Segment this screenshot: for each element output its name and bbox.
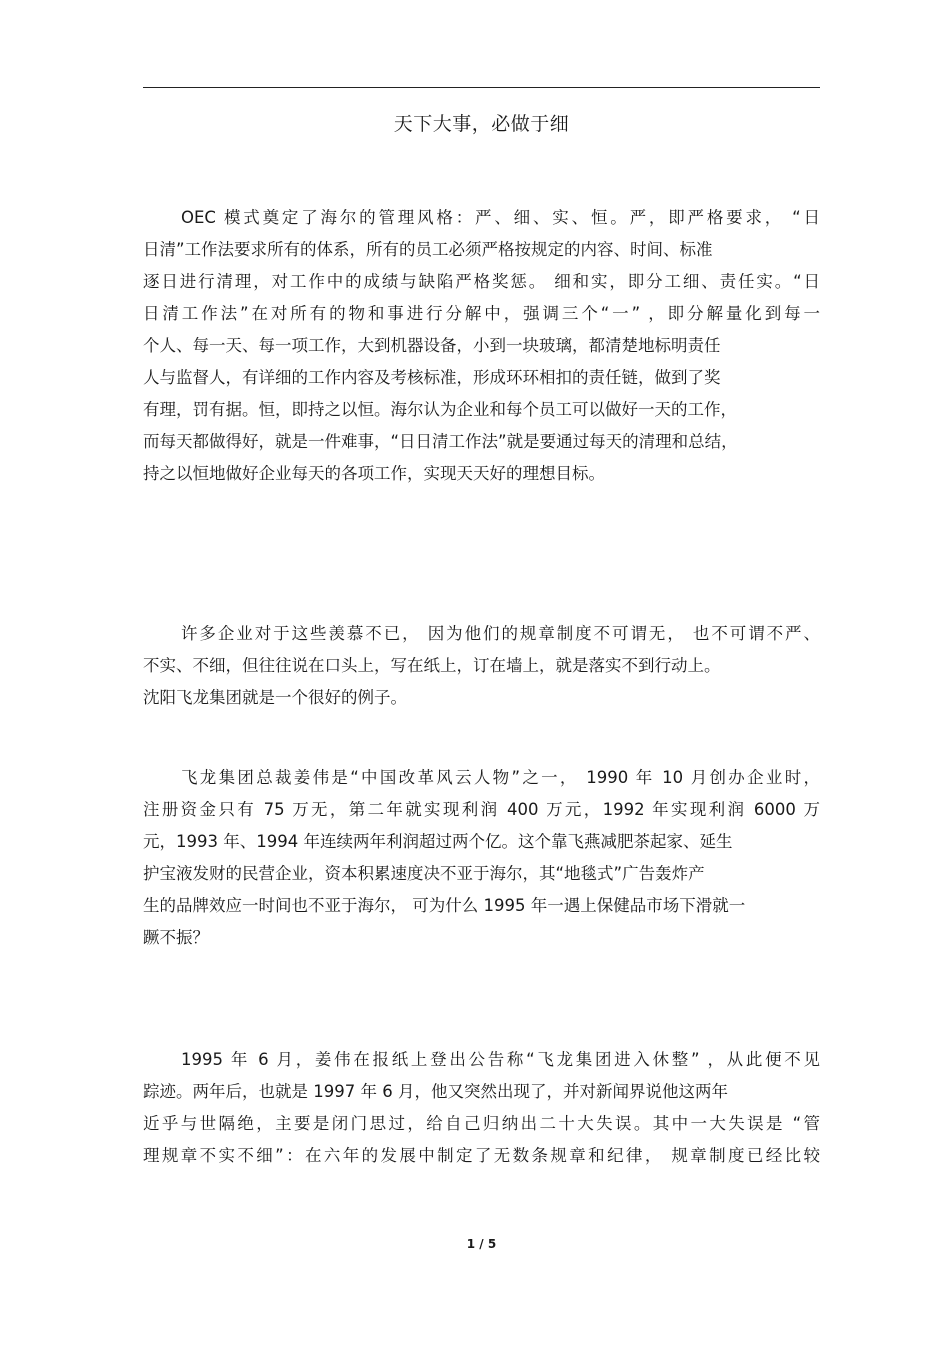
paragraph-2 — [143, 618, 820, 714]
paragraph-line: 持之以恒地做好企业每天的各项工作，实现天天好的理想目标。 — [143, 464, 605, 483]
paragraph-line: OEC 模式奠定了海尔的管理风格：严、细、实、恒。严，即严格要求， “日 — [181, 208, 820, 227]
paragraph-4 — [143, 1044, 820, 1172]
paragraph-line: 个人、每一天、每一项工作，大到机器设备，小到一块玻璃，都清楚地标明责任 — [143, 336, 721, 355]
paragraph-line: 踪迹。两年后，也就是 1997 年 6 月，他又突然出现了，并对新闻界说他这两年 — [143, 1082, 728, 1101]
paragraph-line: 而每天都做得好，就是一件难事，“日日清工作法”就是要通过每天的清理和总结， — [143, 432, 738, 451]
page-number: 1 / 5 — [466, 1237, 497, 1251]
paragraph-line: 沈阳飞龙集团就是一个很好的例子。 — [143, 688, 407, 707]
paragraph-line: 1995 年 6 月，姜伟在报纸上登出公告称“飞龙集团进入休整” ，从此便不见 — [181, 1050, 820, 1069]
paragraph-line: 日清”工作法要求所有的体系，所有的员工必须严格按规定的内容、时间、标准 — [143, 240, 713, 259]
document-title: 天下大事，必做于细 — [393, 113, 570, 135]
paragraph-line: 许多企业对于这些羡慕不已， 因为他们的规章制度不可谓无， 也不可谓不严、 — [181, 624, 820, 643]
header-rule — [143, 87, 820, 88]
paragraph-line: 蹶不振？ — [143, 928, 209, 947]
paragraph-line: 不实、不细，但往往说在口头上，写在纸上，订在墙上，就是落实不到行动上。 — [143, 656, 721, 675]
paragraph-line: 飞龙集团总裁姜伟是“中国改革风云人物”之一， 1990 年 10 月创办企业时， — [181, 768, 820, 787]
paragraph-line: 生的品牌效应一时间也不亚于海尔， 可为什么 1995 年一遇上保健品市场下滑就一 — [143, 896, 746, 915]
paragraph-1 — [143, 202, 820, 490]
paragraph-line: 日清工作法”在对所有的物和事进行分解中，强调三个“一” ，即分解量化到每一 — [143, 304, 820, 323]
paragraph-line: 理规章不实不细”：在六年的发展中制定了无数条规章和纪律， 规章制度已经比较 — [143, 1146, 820, 1165]
paragraph-line: 护宝液发财的民营企业，资本积累速度决不亚于海尔，其“地毯式”广告轰炸产 — [143, 864, 705, 883]
paragraph-line: 注册资金只有 75 万无，第二年就实现利润 400 万元，1992 年实现利润 6000 万 — [143, 800, 820, 819]
paragraph-line: 元，1993 年、1994 年连续两年利润超过两个亿。这个靠飞燕减肥茶起家、延生 — [143, 832, 733, 851]
paragraph-line: 有理，罚有据。恒，即持之以恒。海尔认为企业和每个员工可以做好一天的工作， — [143, 400, 737, 419]
paragraph-line: 逐日进行清理，对工作中的成绩与缺陷严格奖惩。 细和实，即分工细、责任实。“日 — [143, 272, 820, 291]
paragraph-line: 近乎与世隔绝，主要是闭门思过，给自己归纳出二十大失误。其中一大失误是 “管 — [143, 1114, 820, 1133]
paragraph-3 — [143, 762, 820, 954]
paragraph-line: 人与监督人，有详细的工作内容及考核标准，形成环环相扣的责任链，做到了奖 — [143, 368, 721, 387]
